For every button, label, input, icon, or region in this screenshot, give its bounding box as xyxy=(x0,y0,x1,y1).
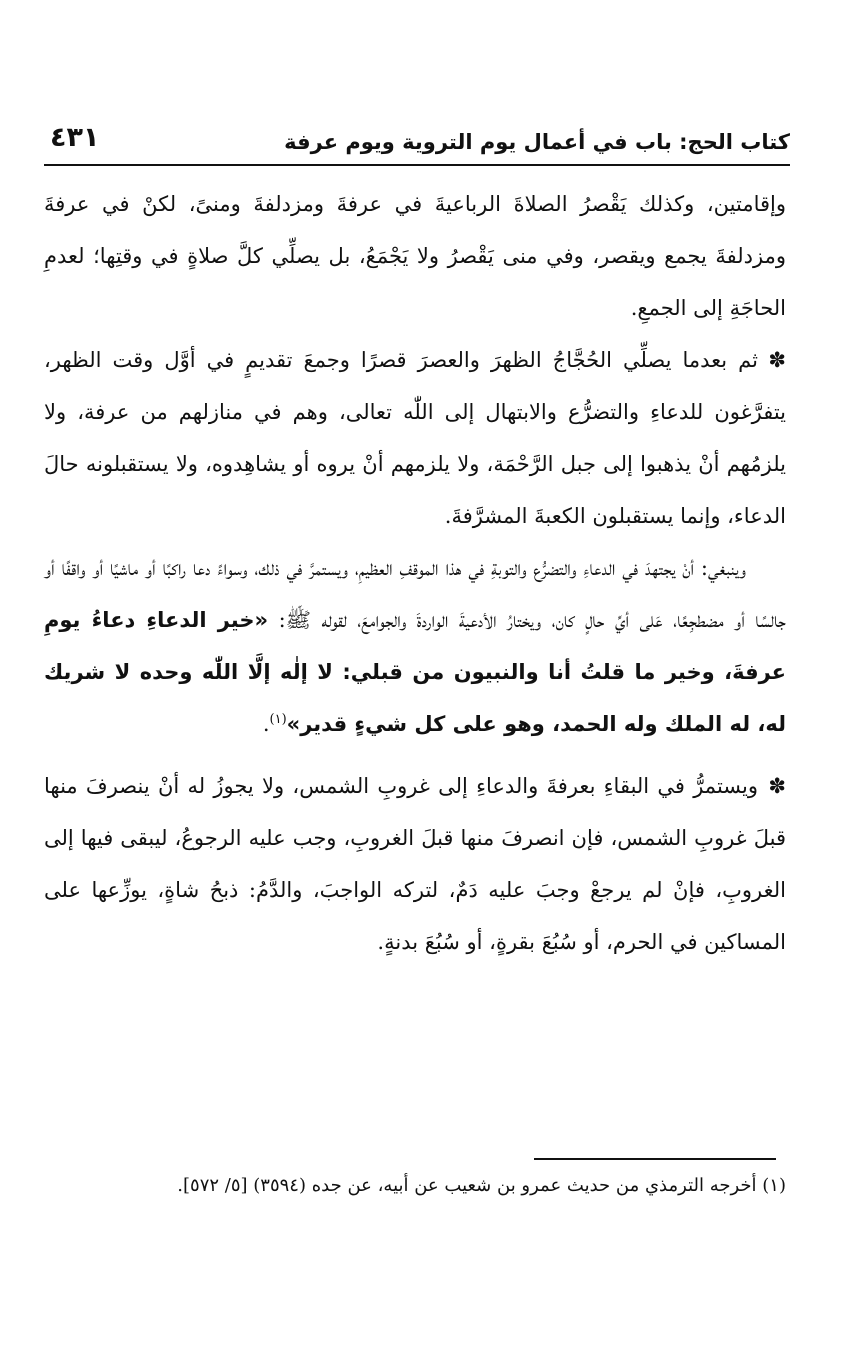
paragraph-4 xyxy=(44,760,786,968)
paragraph-3 xyxy=(44,542,786,750)
asterisk-icon: ✽ xyxy=(768,348,786,372)
paragraph-1: وإقامتين، وكذلك يَقْصرُ الصلاةَ الرباعيةَ في عرفةَ ومزدلفةَ ومنىً، لكنْ في عرفةَ ومزدلفةَ يجمع ويقصر، وفي منى يَقْصرُ ولا يَجْمَعُ، بل يصلِّي كلَّ صلاةٍ في وقتِها؛ لعدمِ الحاجَةِ إلى الجمعِ. xyxy=(44,192,786,320)
main-text xyxy=(44,178,786,968)
page-header xyxy=(44,118,790,162)
footnote-divider xyxy=(534,1158,776,1160)
page-number: ٤٣١ xyxy=(50,122,100,153)
paragraph-2 xyxy=(44,334,786,542)
footnote: (١) أخرجه الترمذي من حديث عمرو بن شعيب عن أبيه، عن جده (٣٥٩٤) [٥/ ٥٧٢]. xyxy=(177,1175,786,1196)
paragraph-3-lead: وينبغي: أنْ يجتهدَ في الدعاءِ والتضرُّع والتوبةِ في هذا الموقفِ العظيمِ، ويستمرَّ في ذلك، وسواءً دعا راكبًا أو ماشيًا أو واقفًا أو جالسًا أو مضطجِعًا، عَلى أيِّ حالٍ كان، ويختارُ الأدعيةَ الواردةَ والجوامعَ، لقوله ﷺ: xyxy=(44,556,787,632)
running-head: كتاب الحج: باب في أعمال يوم التروية ويوم عرفة xyxy=(284,130,790,154)
paragraph-2-text: ثم بعدما يصلِّي الحُجَّاجُ الظهرَ والعصرَ قصرًا وجمعَ تقديمٍ في أوَّل وقت الظهر، يتفرَّغون للدعاءِ والتضرُّع والابتهال إلى اللّٰه تعالى، وهم في منازلهم من عرفة، ولا يلزمُهم أنْ يذهبوا إلى جبل الرَّحْمَة، ولا يلزمهم أنْ يروه أو يشاهِدوه، ولا يستقبلونه حالَ الدعاء، وإنما يستقبلون الكعبةَ المشرَّفةَ. xyxy=(44,348,786,528)
asterisk-icon: ✽ xyxy=(768,774,786,798)
footnote-reference: (١) xyxy=(269,712,287,727)
paragraph-4-text: ويستمرُّ في البقاءِ بعرفةَ والدعاءِ إلى غروبِ الشمس، ولا يجوزُ له أنْ ينصرفَ منها قبلَ غروبِ الشمس، فإن انصرفَ منها قبلَ الغروبِ، وجب عليه الرجوعُ، ليبقى فيها إلى الغروبِ، فإنْ لم يرجعْ وجبَ عليه دَمٌ، لتركه الواجبَ، والدَّمُ: ذبحُ شاةٍ، يوزِّعها على المساكين في الحرم، أو سُبُعَ بقرةٍ، أو سُبُعَ بدنةٍ. xyxy=(44,774,786,954)
header-divider xyxy=(44,164,790,166)
hadith-quote: «خير الدعاءِ دعاءُ يومِ عرفةَ، وخير ما قلتُ أنا والنبيون من قبلي: لا إلٰه إلَّا اللّٰه وحده لا شريك له، له الملك وله الحمد، وهو على كل شيءٍ قدير» xyxy=(44,608,786,736)
paragraph-3-end: . xyxy=(262,712,270,736)
